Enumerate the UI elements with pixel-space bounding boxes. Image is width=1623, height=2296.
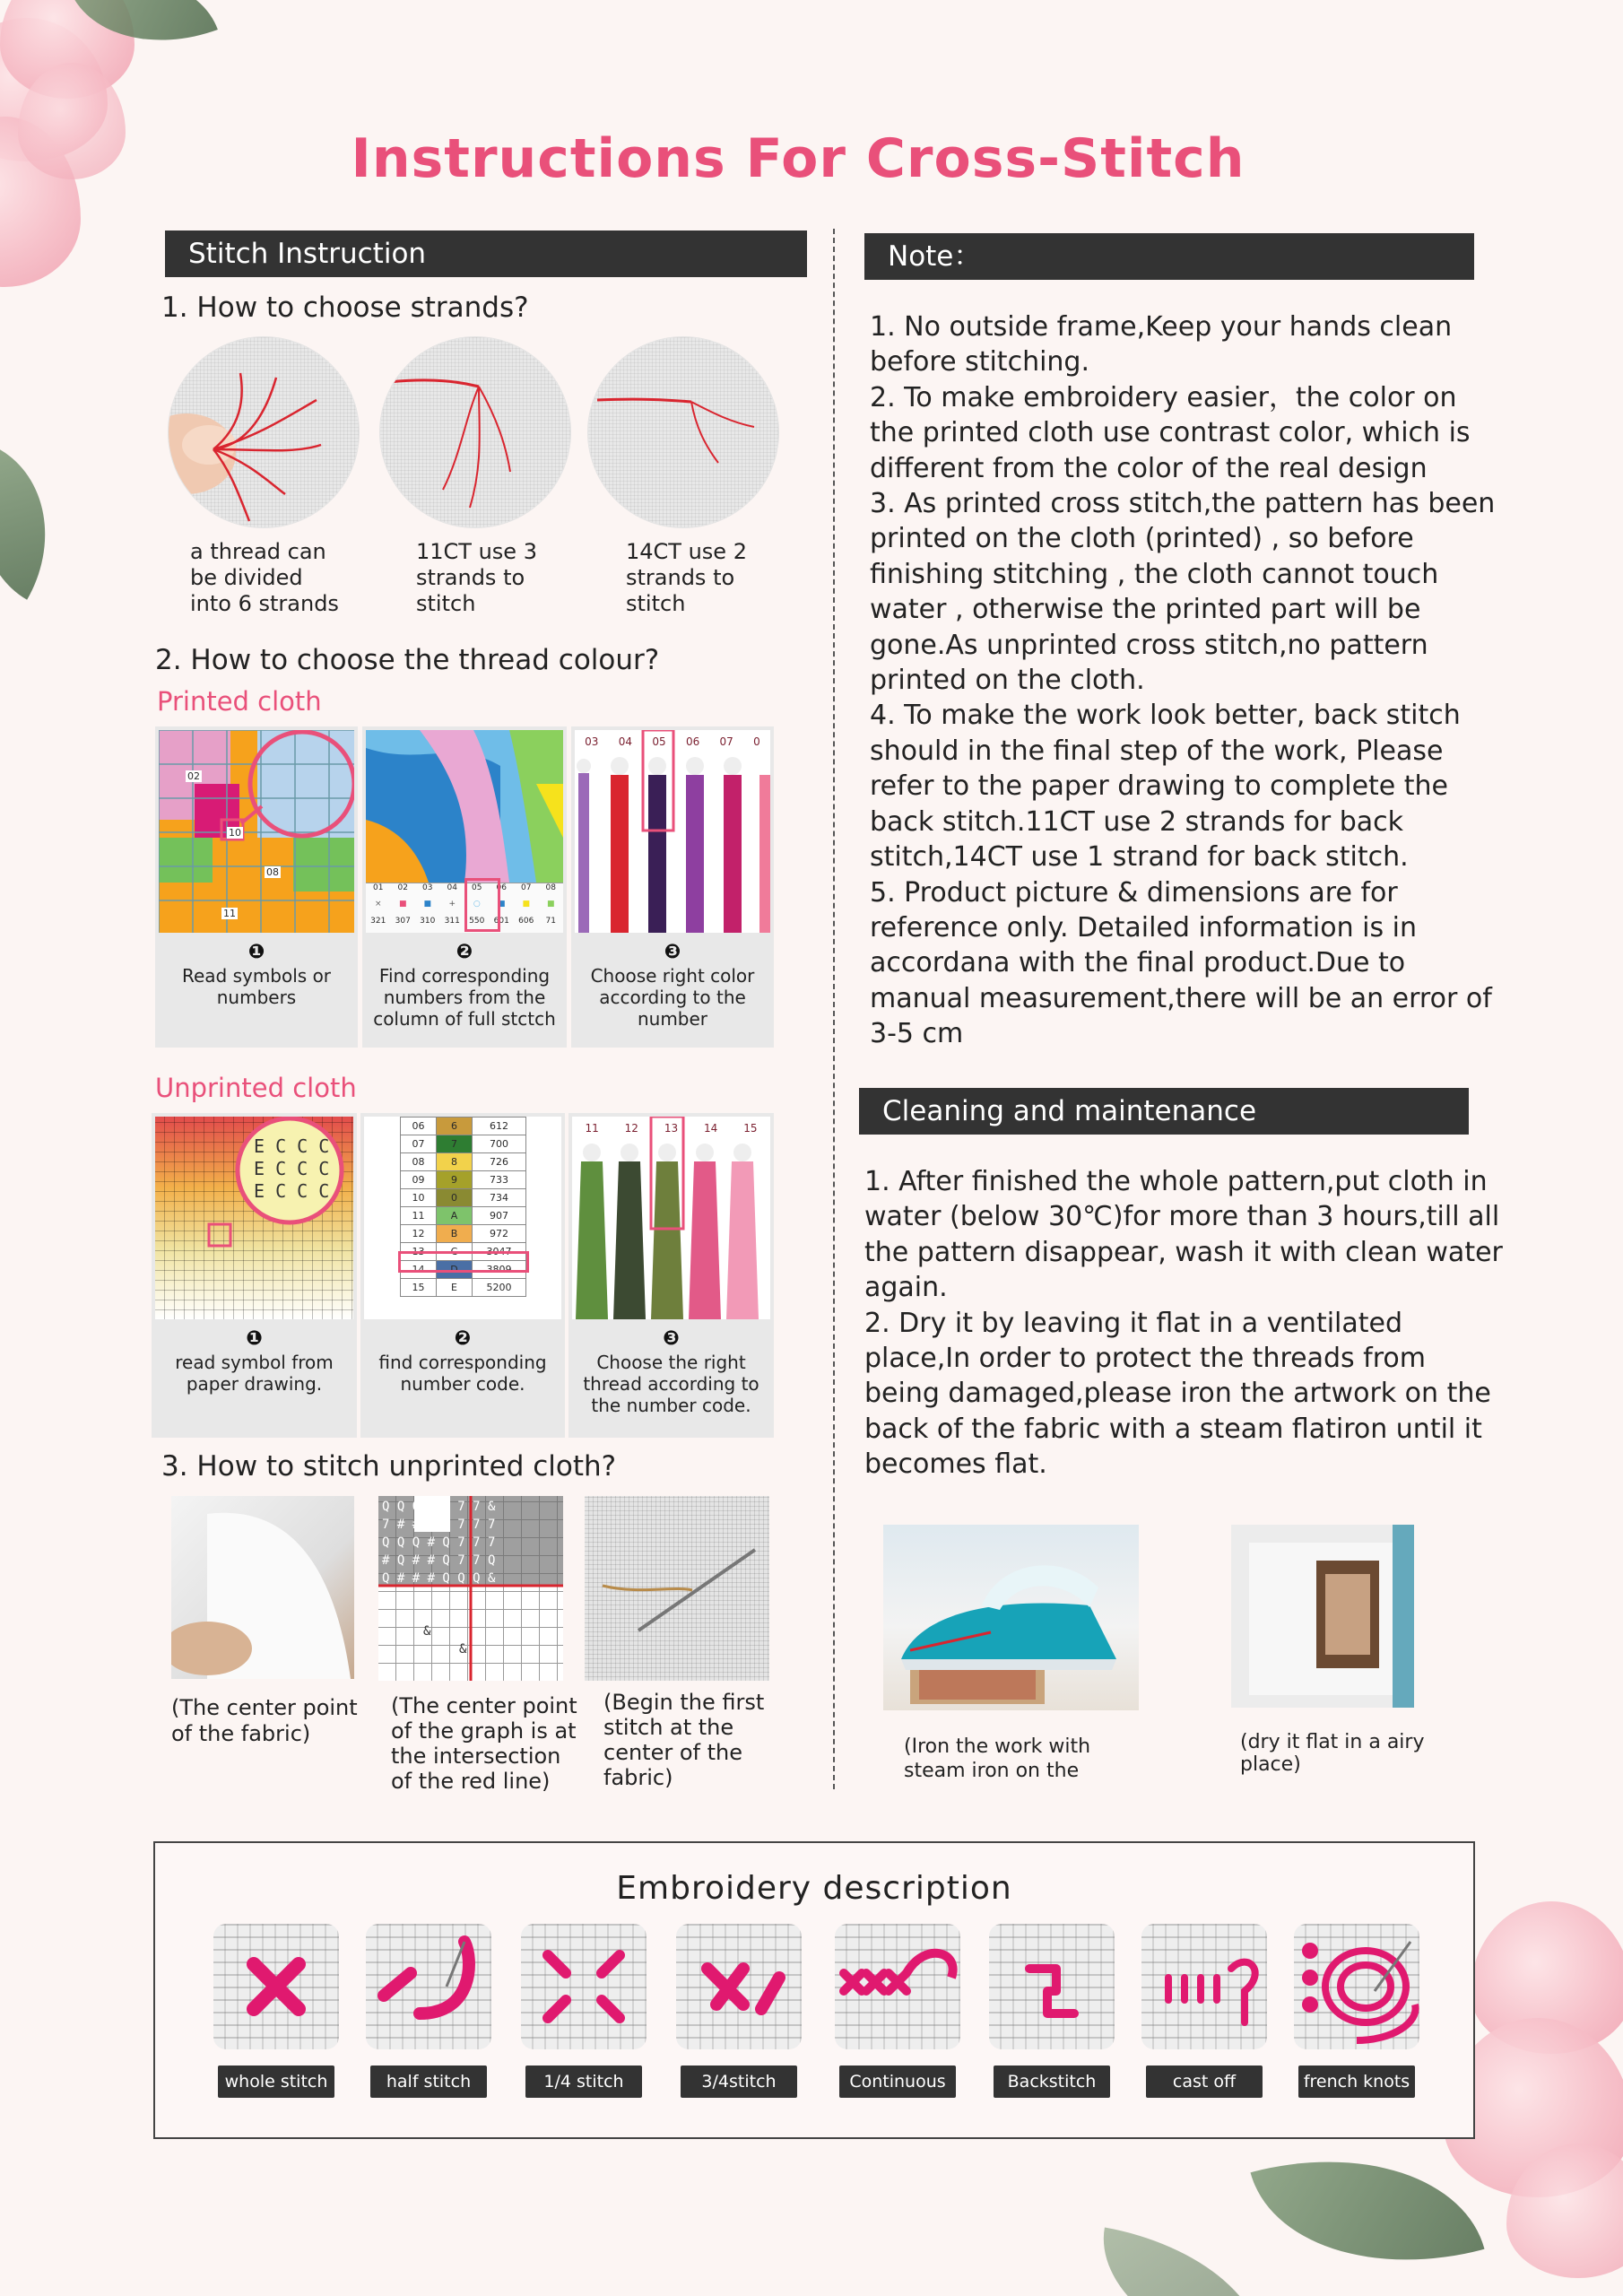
table-cell: 733 [473, 1171, 526, 1189]
strand-caption-2: 11CT use 3 strands to stitch [416, 539, 537, 616]
note-item: 1. No outside frame,Keep your hands clean before stitching. [870, 311, 1453, 378]
legend-label: 04 [447, 883, 457, 892]
stitch-caption-3: (Begin the first stitch at the center of the fabric) [603, 1690, 765, 1790]
thread-strands-icon [380, 337, 570, 527]
iron-caption: (Iron the work with steam iron on the [904, 1735, 1091, 1782]
table-row [401, 1207, 526, 1225]
table-row [401, 1153, 526, 1171]
three-quarter-stitch-icon [676, 1924, 802, 2049]
highlight-box [464, 878, 500, 932]
printed-step-3 [571, 726, 774, 1048]
emb-label: Continuous [839, 2066, 956, 2098]
emb-item-quarter-stitch [521, 1924, 647, 2092]
step-number: ❷ [456, 941, 473, 963]
strand-photo-14ct [588, 337, 778, 527]
table-cell: 907 [473, 1207, 526, 1225]
table-cell: 0 [437, 1189, 473, 1207]
table-cell: D [437, 1261, 473, 1279]
whole-stitch-icon [213, 1924, 339, 2049]
graph-center-photo [378, 1496, 563, 1681]
table-cell: 10 [401, 1189, 437, 1207]
note-item: 2. To make embroidery easier，the color on the printed cloth use contrast color, which is different from the color of the real design [870, 381, 1471, 484]
legend-code: 310 [420, 916, 436, 926]
thread-number: 11 [585, 1122, 599, 1135]
unprinted-step-1-caption [152, 1328, 357, 1395]
emb-item-three-quarter-stitch [676, 1924, 802, 2092]
printed-color-chart [366, 730, 563, 933]
step-number: ❷ [454, 1327, 472, 1350]
thread-strands-icon [588, 337, 778, 527]
table-cell: 09 [401, 1171, 437, 1189]
legend-symbol: ■ [546, 900, 555, 909]
printed-step-1 [155, 726, 358, 1048]
legend-symbol: ■ [522, 900, 530, 909]
legend-code: 71 [545, 916, 556, 926]
table-row [401, 1225, 526, 1243]
table-cell: 700 [473, 1135, 526, 1153]
table-row [401, 1135, 526, 1153]
cleaning-bar: Cleaning and maintenance [859, 1088, 1469, 1135]
embroidery-description-box [153, 1841, 1475, 2139]
table-cell: C [437, 1243, 473, 1261]
emb-label: 1/4 stitch [525, 2066, 642, 2098]
stitch-caption-2: (The center point of the graph is at the intersection of the red line) [391, 1693, 577, 1794]
note-item: 5. Product picture & dimensions are for reference only. Detailed information is in accordana with the final product.Due to manual measurement,there will be an error of 3-5 cm [870, 876, 1492, 1050]
step-number: ❸ [663, 1327, 680, 1350]
table-cell: 06 [401, 1118, 437, 1135]
table-cell: 12 [401, 1225, 437, 1243]
table-cell: 3047 [473, 1243, 526, 1261]
printed-step-3-caption [571, 942, 774, 1030]
steam-iron-icon [883, 1525, 1139, 1710]
svg-text:&: & [423, 1624, 431, 1639]
table-cell: 7 [437, 1135, 473, 1153]
cleaning-item: 2. Dry it by leaving it flat in a ventilated place,In order to protect the threads from being damaged,please iron the artwork on the back of the fabric with a steam flatiron until it becomes flat. [864, 1307, 1491, 1481]
notes-list [870, 309, 1506, 1052]
step-text: Read symbols or numbers [181, 965, 332, 1008]
svg-text:E C C C: E C C C [254, 1135, 330, 1157]
note-bar: Note： [864, 233, 1474, 280]
printed-step-2 [362, 726, 567, 1048]
strand-caption-3: 14CT use 2 strands to stitch [626, 539, 747, 616]
printed-symbol-chart [159, 730, 354, 933]
step-text: Choose the right thread according to the number code. [583, 1352, 759, 1416]
iron-photo [883, 1525, 1139, 1710]
svg-text:&: & [459, 1642, 467, 1657]
svg-text:E C C C: E C C C [254, 1158, 330, 1179]
emb-item-half-stitch [366, 1924, 491, 2092]
emb-item-whole-stitch [213, 1924, 339, 2092]
symbol-label: 11 [223, 908, 236, 919]
step-text: Find corresponding numbers from the column of full stctch [373, 965, 556, 1030]
emb-item-continuous [835, 1924, 960, 2092]
backstitch-icon [989, 1924, 1115, 2049]
unprinted-cloth-label: Unprinted cloth [155, 1073, 357, 1103]
column-divider [833, 229, 835, 1789]
svg-text:Q Q Q # Q 7 7 7: Q Q Q # Q 7 7 7 [382, 1535, 496, 1550]
cast-off-icon [1141, 1924, 1267, 2049]
question-stitch-unprinted: 3. How to stitch unprinted cloth? [161, 1450, 617, 1483]
table-cell: E [437, 1279, 473, 1297]
legend-label: 05 [472, 883, 482, 892]
strand-caption-1: a thread can be divided into 6 strands [190, 539, 339, 616]
note-item: 3. As printed cross stitch,the pattern has been printed on the cloth (printed) , so before finishing stitching , the cloth cannot touch water , otherwise the printed part will be gone.As unprinted cross stitch,no pattern printed on the cloth. [870, 488, 1496, 697]
table-cell: A [437, 1207, 473, 1225]
table-cell: 6 [437, 1118, 473, 1135]
thread-number: 14 [704, 1122, 718, 1135]
unprinted-symbol-chart [155, 1117, 353, 1319]
legend-symbol: ■ [497, 900, 506, 909]
table-row [401, 1118, 526, 1135]
cleaning-item: 1. After finished the whole pattern,put cloth in water (below 30℃)for more than 3 hours,till all the pattern disappear, wash it with clean water again. [864, 1166, 1503, 1304]
legend-label: 02 [397, 883, 408, 892]
thread-strands-icon [169, 337, 359, 527]
printed-thread-skeins [575, 730, 770, 933]
legend-code: 311 [444, 916, 460, 926]
svg-text:# Q # # Q 7 7 Q: # Q # # Q 7 7 Q [382, 1553, 496, 1568]
thread-number: 03 [585, 735, 599, 748]
table-cell: 734 [473, 1189, 526, 1207]
table-cell: 07 [401, 1135, 437, 1153]
thread-number: 0 [753, 735, 760, 748]
fabric-center-photo [171, 1496, 354, 1679]
emb-label: half stitch [370, 2066, 487, 2098]
legend-label: 06 [496, 883, 507, 892]
note-item: 4. To make the work look better, back stitch should in the final step of the work, Please refer to the paper drawing to complete the back stitch.11CT use 2 strands for back stitch,14CT use 1 strand for back stitch. [870, 700, 1461, 874]
table-cell: 726 [473, 1153, 526, 1171]
question-thread-colour: 2. How to choose the thread colour? [155, 644, 660, 676]
printed-cloth-label: Printed cloth [157, 686, 322, 717]
stitch-caption-1: (The center point of the fabric) [171, 1695, 358, 1746]
embroidery-title: Embroidery description [616, 1870, 1012, 1907]
table-cell: 612 [473, 1118, 526, 1135]
unprinted-step-3-caption [568, 1328, 774, 1416]
table-cell: 972 [473, 1225, 526, 1243]
legend-symbol: ■ [398, 900, 407, 909]
half-stitch-icon [366, 1924, 491, 2049]
legend-symbol: × [374, 900, 382, 909]
flower-decoration-top-left [0, 0, 215, 395]
emb-item-cast-off [1141, 1924, 1267, 2092]
strand-photo-hand [169, 337, 359, 527]
emb-label: Backstitch [994, 2066, 1110, 2098]
step-number: ❶ [246, 1327, 263, 1350]
table-row [401, 1279, 526, 1297]
svg-text:Q Q Q Q Q 7 7 &: Q Q Q Q Q 7 7 & [382, 1500, 496, 1514]
question-strands: 1. How to choose strands? [161, 291, 529, 324]
highlight-box [398, 1251, 529, 1273]
table-cell: 8 [437, 1153, 473, 1171]
cleaning-list [864, 1164, 1506, 1483]
step-text: read symbol from paper drawing. [175, 1352, 334, 1395]
emb-label: cast off [1146, 2066, 1263, 2098]
table-cell: 14 [401, 1261, 437, 1279]
legend-symbol: ○ [473, 900, 481, 909]
quarter-stitch-icon [521, 1924, 647, 2049]
thread-number: 04 [618, 735, 633, 748]
unprinted-number-table [364, 1117, 561, 1319]
table-cell: 13 [401, 1243, 437, 1261]
legend-label: 03 [422, 883, 433, 892]
symbol-label: 08 [266, 866, 279, 878]
unprinted-step-1 [152, 1113, 357, 1438]
framed-work-icon [1231, 1525, 1414, 1708]
emb-label: 3/4stitch [681, 2066, 797, 2098]
table-row [401, 1189, 526, 1207]
symbol-label: 02 [187, 770, 200, 782]
dry-caption: (dry it flat in a airy place) [1240, 1731, 1425, 1776]
legend-symbol: ■ [423, 900, 431, 909]
unprinted-step-2-caption [360, 1328, 565, 1395]
thread-number: 12 [624, 1122, 638, 1135]
dry-flat-photo [1231, 1525, 1414, 1708]
page-title: Instructions For Cross-Stitch [351, 127, 1245, 190]
step-text: find corresponding number code. [378, 1352, 547, 1395]
first-stitch-photo [585, 1496, 769, 1681]
emb-item-french-knots [1294, 1924, 1419, 2092]
table-cell: 08 [401, 1153, 437, 1171]
table-row [401, 1171, 526, 1189]
table-cell: 15 [401, 1279, 437, 1297]
unprinted-step-2 [360, 1113, 565, 1438]
french-knots-icon [1294, 1924, 1419, 2049]
emb-label: french knots [1298, 2066, 1415, 2098]
printed-step-1-caption [155, 942, 358, 1008]
step-text: Choose right color according to the number [590, 965, 755, 1030]
thread-number: 05 [652, 735, 666, 748]
legend-code: 321 [370, 916, 386, 926]
svg-text:Q # # # Q Q Q &: Q # # # Q Q Q & [382, 1571, 496, 1586]
legend-label: 01 [373, 883, 384, 892]
legend-code: 550 [469, 916, 485, 926]
continuous-stitch-icon [835, 1924, 960, 2049]
legend-code: 606 [518, 916, 534, 926]
legend-label: 07 [521, 883, 532, 892]
needle-icon [585, 1496, 769, 1681]
stitch-instruction-bar: Stitch Instruction [165, 230, 807, 277]
table-cell: 5200 [473, 1279, 526, 1297]
unprinted-step-3 [568, 1113, 774, 1438]
thread-number: 13 [664, 1122, 679, 1135]
legend-code: 601 [493, 916, 509, 926]
strand-photo-11ct [380, 337, 570, 527]
step-number: ❸ [664, 941, 681, 963]
legend-label: 08 [545, 883, 556, 892]
emb-label: whole stitch [218, 2066, 334, 2098]
emb-item-backstitch [989, 1924, 1115, 2092]
table-cell: 9 [437, 1171, 473, 1189]
symbol-label: 10 [229, 827, 241, 839]
thread-number: 15 [743, 1122, 758, 1135]
unprinted-thread-skeins [572, 1117, 770, 1319]
svg-text:7 # # Q Q 7 7 7: 7 # # Q Q 7 7 7 [382, 1518, 496, 1532]
svg-text:E C C C: E C C C [254, 1180, 330, 1202]
legend-symbol: + [448, 900, 456, 909]
printed-step-2-caption [362, 942, 567, 1030]
thread-number: 07 [719, 735, 733, 748]
table-cell: B [437, 1225, 473, 1243]
thread-number: 06 [685, 735, 700, 748]
legend-code: 307 [395, 916, 411, 926]
step-number: ❶ [247, 941, 265, 963]
table-cell: 3809 [473, 1261, 526, 1279]
table-cell: 11 [401, 1207, 437, 1225]
